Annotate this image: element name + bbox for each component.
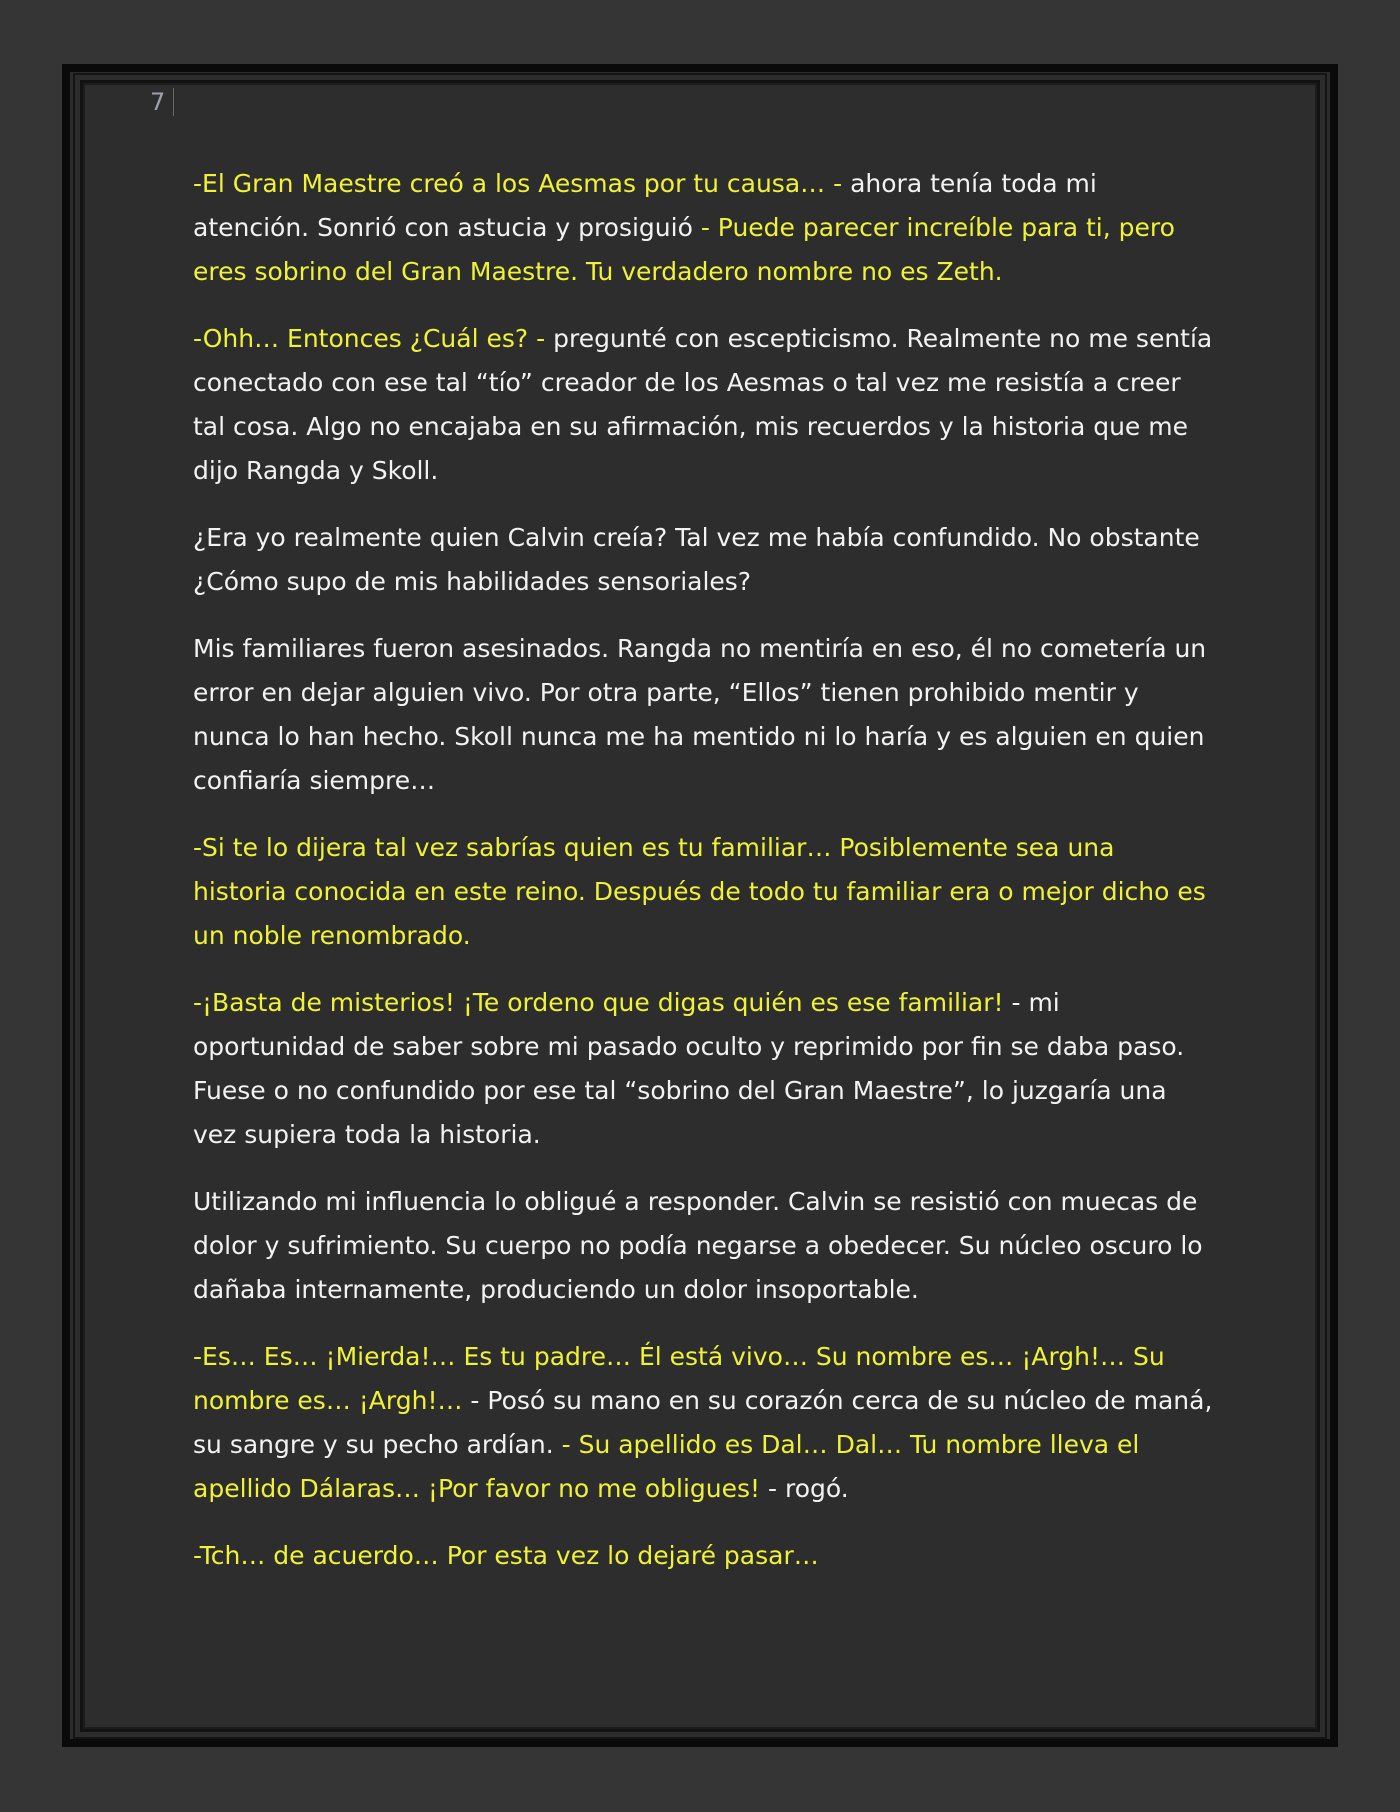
narration-text: Utilizando mi influencia lo obligué a responder. Calvin se resistió con muecas de dolor y sufrimiento. Su cuerpo no podía negarse a obedecer. Su núcleo oscuro lo dañaba internamente, produciendo un dolor insoportable. — [193, 1187, 1203, 1304]
dialogue-text: -Es… Es… ¡Mierda!… Es tu padre… Él está vivo… Su nombre es… ¡Argh!… Su nombre es… ¡Argh!… — [193, 1342, 1165, 1415]
dialogue-text: -Ohh… Entonces ¿Cuál es? - — [193, 324, 554, 353]
dialogue-text: -Si te lo dijera tal vez sabrías quien es tu familiar… Posiblemente sea una historia conocida en este reino. Después de todo tu familiar era o mejor dicho es un noble renombrado. — [193, 833, 1206, 950]
paragraph-1 — [193, 162, 1213, 294]
paragraph-9 — [193, 1534, 1213, 1578]
narration-text: Mis familiares fueron asesinados. Rangda no mentiría en eso, él no cometería un error en dejar alguien vivo. Por otra parte, “Ellos” tienen prohibido mentir y nunca lo han hecho. Skoll nunca me ha mentido ni lo haría y es alguien en quien confiaría siempre… — [193, 634, 1207, 795]
paragraph-6 — [193, 981, 1213, 1157]
paragraph-8 — [193, 1335, 1213, 1511]
narration-text: ahora tenía toda mi atención. Sonrió con astucia y prosiguió — [193, 169, 1097, 242]
narration-text: - Posó su mano en su corazón cerca de su núcleo de maná, su sangre y su pecho ardían. — [193, 1386, 1213, 1459]
paragraph-5 — [193, 826, 1213, 958]
dialogue-text: - Su apellido es Dal… Dal… Tu nombre lleva el apellido Dálaras… ¡Por favor no me obligues! — [193, 1430, 1140, 1503]
dialogue-text: -El Gran Maestre creó a los Aesmas por tu causa… - — [193, 169, 851, 198]
dialogue-text: -Tch… de acuerdo… Por esta vez lo dejaré pasar… — [193, 1541, 819, 1570]
dialogue-text: - Puede parecer increíble para ti, pero eres sobrino del Gran Maestre. Tu verdadero nombre no es Zeth. — [193, 213, 1175, 286]
dialogue-text: -¡Basta de misterios! ¡Te ordeno que digas quién es ese familiar! — [193, 988, 1012, 1017]
narration-text: pregunté con escepticismo. Realmente no me sentía conectado con ese tal “tío” creador de los Aesmas o tal vez me resistía a creer tal cosa. Algo no encajaba en su afirmación, mis recuerdos y la historia que me dijo Rangda y Skoll. — [193, 324, 1213, 485]
paragraph-2 — [193, 317, 1213, 493]
narration-text: ¿Era yo realmente quien Calvin creía? Tal vez me había confundido. No obstante ¿Cómo supo de mis habilidades sensoriales? — [193, 523, 1200, 596]
narration-text: - mi oportunidad de saber sobre mi pasado oculto y reprimido por fin se daba paso. Fuese o no confundido por ese tal “sobrino del Gran Maestre”, lo juzgaría una vez supiera toda la historia. — [193, 988, 1185, 1149]
paragraph-7 — [193, 1180, 1213, 1312]
narration-text: - rogó. — [768, 1474, 849, 1503]
paragraph-4 — [193, 627, 1213, 803]
paragraph-3 — [193, 516, 1213, 604]
document-body — [193, 162, 1213, 1601]
page-number: 7 — [150, 88, 174, 116]
